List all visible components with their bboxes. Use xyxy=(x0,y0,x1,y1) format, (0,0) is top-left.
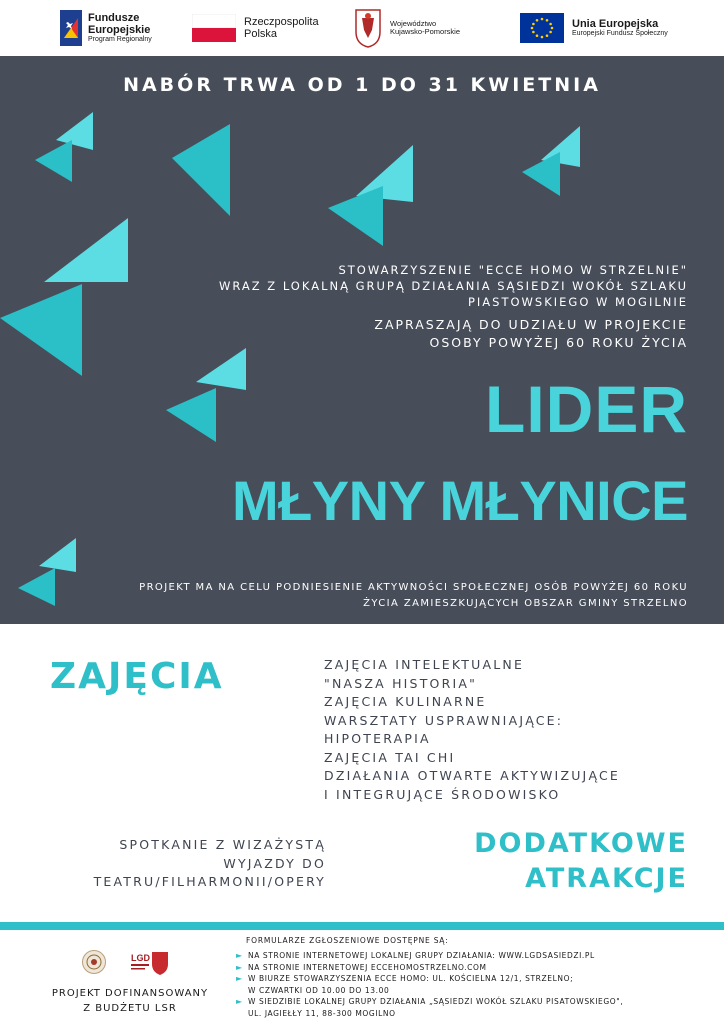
fundusze-subtitle: Program Regionalny xyxy=(88,36,152,44)
lgd-logo-text: LGD xyxy=(131,953,150,963)
list-item: ► NA STRONIE INTERNETOWEJ ECCEHOMOSTRZELNO.COM xyxy=(236,962,487,972)
rzeczpospolita-logo xyxy=(192,8,319,48)
list-item: "NASZA HISTORIA" xyxy=(324,675,478,691)
activities-list xyxy=(324,656,620,804)
list-item: TEATRU/FILHARMONII/OPERY xyxy=(93,874,326,889)
list-item: I INTEGRUJĄCE ŚRODOWISKO xyxy=(324,786,561,802)
wojewodztwo-title: Województwo Kujawsko-Pomorskie xyxy=(390,18,461,36)
wojewodztwo-logo xyxy=(354,6,460,50)
unia-europejska-logo xyxy=(520,8,668,48)
triangle-shape xyxy=(166,388,216,442)
lgd-logo-icon xyxy=(130,950,170,974)
organizer-text: STOWARZYSZENIE "ECCE HOMO W STRZELNIE" WRAZ Z LOKALNĄ GRUPĄ DZIAŁANIA SĄSIEDZI WOKÓŁ SZLAKU PIASTOWSKIEGO W MOGILNIE xyxy=(218,263,688,309)
list-item: WYJAZDY DO xyxy=(223,855,326,871)
project-goal-text: PROJEKT MA NA CELU PODNIESIENIE AKTYWNOŚCI SPOŁECZNEJ OSÓB POWYŻEJ 60 ROKU ŻYCIA ZAMIESZKUJĄCYCH OBSZAR GMINY STRZELNO xyxy=(139,582,688,609)
triangle-shape xyxy=(35,140,72,182)
triangle-shape xyxy=(328,186,383,246)
fundusze-title: Fundusze Europejskie xyxy=(88,12,151,37)
arrow-right-icon: ► xyxy=(236,997,243,1006)
extras-list xyxy=(94,836,326,892)
list-item: ► W SIEDZIBIE LOKALNEJ GRUPY DZIAŁANIA „SĄSIEDZI WOKÓŁ SZLAKU PISATOWSKIEGO", xyxy=(236,997,624,1006)
extras-heading: DODATKOWE ATRAKCJE xyxy=(474,828,688,894)
list-item-continuation: UL. JAGIEŁŁY 11, 88-300 MOGILNO xyxy=(248,1008,396,1018)
forms-availability-list xyxy=(236,950,623,1019)
forms-heading: FORMULARZE ZGŁOSZENIOWE DOSTĘPNE SĄ: xyxy=(246,936,449,945)
triangle-shape xyxy=(0,284,82,376)
triangle-shape xyxy=(18,568,55,606)
arrow-right-icon: ► xyxy=(236,962,243,972)
activities-heading: ZAJĘCIA xyxy=(50,656,224,697)
triangle-shape xyxy=(44,218,128,282)
fundusze-europejskie-icon xyxy=(60,10,82,46)
funding-note: PROJEKT DOFINANSOWANY Z BUDŻETU LSR xyxy=(51,988,209,1014)
project-title-mlyny-mlynice: MŁYNY MŁYNICE xyxy=(231,469,688,532)
triangle-shape xyxy=(39,538,76,572)
unia-subtitle: Europejski Fundusz Społeczny xyxy=(572,30,668,38)
polish-flag-icon xyxy=(192,14,236,42)
list-item: HIPOTERAPIA xyxy=(324,731,431,746)
list-item-continuation: W CZWARTKI OD 10.00 DO 13.00 xyxy=(248,985,390,995)
triangle-shape xyxy=(196,348,246,390)
list-item: ZAJĘCIA INTELEKTUALNE xyxy=(324,657,525,672)
triangle-shape xyxy=(56,112,93,150)
unia-title: Unia Europejska xyxy=(572,18,659,31)
triangle-shape xyxy=(522,152,560,196)
arrow-right-icon: ► xyxy=(236,974,243,983)
list-item: ► W BIURZE STOWARZYSZENIA ECCE HOMO: UL. KOŚCIELNA 12/1, STRZELNO; xyxy=(236,974,574,983)
logo-bar xyxy=(0,0,724,56)
rzeczpospolita-title: Rzeczpospolita Polska xyxy=(244,15,319,40)
coat-of-arms-icon xyxy=(354,8,382,48)
list-item: SPOTKANIE Z WIZAŻYSTĄ xyxy=(119,837,326,852)
list-item: ZAJĘCIA TAI CHI xyxy=(324,749,456,765)
arrow-right-icon: ► xyxy=(236,951,243,960)
ecce-homo-seal-icon xyxy=(82,950,106,974)
fundusze-europejskie-logo xyxy=(60,8,152,48)
triangle-shape xyxy=(172,124,230,216)
list-item: WARSZTATY USPRAWNIAJĄCE: xyxy=(324,712,564,728)
eu-flag-icon xyxy=(520,13,564,43)
list-item: ZAJĘCIA KULINARNE xyxy=(324,694,487,709)
list-item: DZIAŁANIA OTWARTE AKTYWIZUJĄCE xyxy=(324,768,620,783)
project-title-lider: LIDER xyxy=(485,372,688,446)
divider-line xyxy=(0,922,724,930)
list-item: ► NA STRONIE INTERNETOWEJ LOKALNEJ GRUPY DZIAŁANIA: WWW.LGDSASIEDZI.PL xyxy=(236,951,595,960)
recruitment-headline: NABÓR TRWA OD 1 DO 31 KWIETNIA xyxy=(123,74,601,96)
invitation-text: ZAPRASZAJĄ DO UDZIAŁU W PROJEKCIE OSOBY POWYŻEJ 60 ROKU ŻYCIA xyxy=(374,317,688,350)
